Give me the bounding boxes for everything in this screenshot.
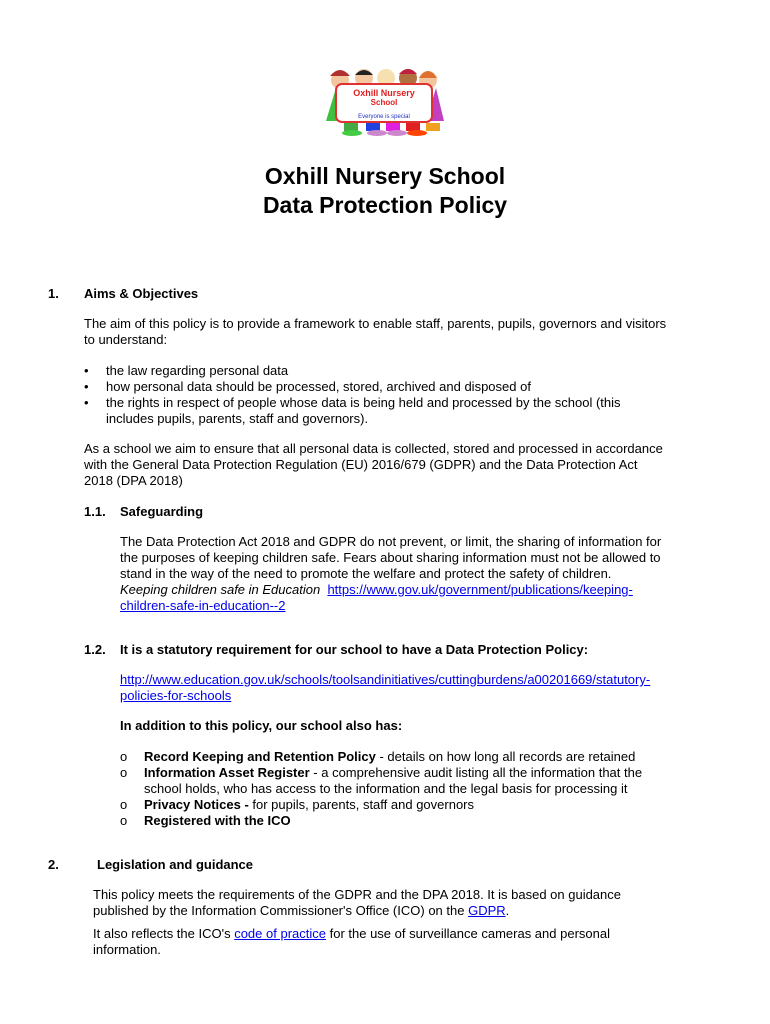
circle-bullet-icon: o bbox=[120, 765, 128, 780]
svg-text:Oxhill Nursery: Oxhill Nursery bbox=[353, 88, 415, 98]
section-1-1-heading: Safeguarding bbox=[120, 504, 204, 519]
list-item bbox=[120, 765, 643, 797]
school-logo bbox=[322, 66, 447, 136]
text-line: 2018 (DPA 2018) bbox=[84, 473, 183, 488]
list-item bbox=[120, 797, 642, 813]
bullet-icon: • bbox=[84, 395, 89, 410]
text-line: stand in the way of the need to promote the welfare and protect the safety of children. bbox=[120, 566, 612, 581]
circle-bullet-icon: o bbox=[120, 749, 128, 764]
text-line: The aim of this policy is to provide a framework to enable staff, parents, pupils, governors and visitors bbox=[84, 316, 667, 331]
bullet-icon: • bbox=[84, 379, 89, 394]
text-line: with the General Data Protection Regulation (EU) 2016/679 (GDPR) and the Data Protection Act bbox=[84, 457, 638, 472]
text-line: published by the Information Commissioner's Office (ICO) on the bbox=[93, 903, 469, 918]
item-title: Registered with the ICO bbox=[144, 813, 291, 828]
statutory-link-cont[interactable]: policies-for-schools bbox=[120, 688, 232, 703]
section-1-intro bbox=[84, 316, 666, 348]
section-1-number: 1. bbox=[48, 286, 59, 301]
text-line: the rights in respect of people whose data is being held and processed by the school (this bbox=[106, 395, 621, 410]
text-line: As a school we aim to ensure that all personal data is collected, stored and processed in accordance bbox=[84, 441, 663, 456]
list-item bbox=[84, 363, 621, 379]
title-line-1: Oxhill Nursery School bbox=[264, 163, 506, 189]
text-line: the law regarding personal data bbox=[106, 363, 289, 378]
list-item bbox=[120, 749, 642, 765]
statutory-policies-link[interactable] bbox=[120, 672, 650, 704]
text-line: information. bbox=[93, 942, 161, 957]
text-line: how personal data should be processed, stored, archived and disposed of bbox=[106, 379, 531, 394]
circle-bullet-icon: o bbox=[120, 813, 128, 828]
section-2-paragraph-2 bbox=[93, 926, 610, 958]
section-1-paragraph bbox=[84, 441, 663, 489]
item-text: for pupils, parents, staff and governors bbox=[248, 797, 475, 812]
kcsie-link[interactable]: https://www.gov.uk/government/publications/keeping- bbox=[327, 582, 633, 597]
item-text: - a comprehensive audit listing all the information that the bbox=[309, 765, 643, 780]
list-item bbox=[84, 379, 621, 395]
additional-policies-heading: In addition to this policy, our school also has: bbox=[120, 718, 403, 733]
circle-bullet-icon: o bbox=[120, 797, 128, 812]
section-1-2-number: 1.2. bbox=[84, 642, 106, 657]
text-line: It also reflects the ICO's bbox=[93, 926, 235, 941]
section-2-paragraph-1 bbox=[93, 887, 621, 919]
kcsie-reference: Keeping children safe in Education bbox=[120, 582, 321, 597]
svg-text:School: School bbox=[370, 98, 398, 107]
section-1-2-heading: It is a statutory requirement for our school to have a Data Protection Policy: bbox=[120, 642, 589, 657]
aims-bullet-list bbox=[84, 363, 621, 427]
text-line: to understand: bbox=[84, 332, 168, 347]
section-1-heading: Aims & Objectives bbox=[84, 286, 199, 301]
text-line: . bbox=[505, 903, 510, 918]
section-2-heading: Legislation and guidance bbox=[97, 857, 254, 872]
list-item bbox=[120, 813, 642, 829]
code-of-practice-link[interactable]: code of practice bbox=[234, 926, 326, 941]
additional-policies-list bbox=[120, 749, 643, 829]
svg-text:Everyone is special: Everyone is special bbox=[358, 114, 410, 120]
safeguarding-text bbox=[120, 534, 661, 614]
section-2-number: 2. bbox=[48, 857, 59, 872]
page-title bbox=[0, 162, 770, 220]
item-title: Privacy Notices - bbox=[144, 797, 249, 812]
statutory-link[interactable]: http://www.education.gov.uk/schools/toolsandinitiatives/cuttingburdens/a00201669/statutory- bbox=[120, 672, 651, 687]
gdpr-link[interactable]: GDPR bbox=[468, 903, 506, 918]
text-line: This policy meets the requirements of the GDPR and the DPA 2018. It is based on guidance bbox=[93, 887, 621, 902]
bullet-icon: • bbox=[84, 363, 89, 378]
item-title: Record Keeping and Retention Policy bbox=[144, 749, 376, 764]
text-line: for the use of surveillance cameras and personal bbox=[325, 926, 610, 941]
item-text: - details on how long all records are retained bbox=[375, 749, 636, 764]
item-text: school holds, who has access to the information and the legal basis for processing it bbox=[144, 781, 628, 796]
section-1-1-number: 1.1. bbox=[84, 504, 106, 519]
item-title: Information Asset Register bbox=[144, 765, 310, 780]
kcsie-link-cont[interactable]: children-safe-in-education--2 bbox=[120, 598, 286, 613]
text-line: includes pupils, parents, staff and governors). bbox=[106, 411, 369, 426]
text-line: the purposes of keeping children safe. Fears about sharing information must not be allowed to bbox=[120, 550, 661, 565]
title-line-2: Data Protection Policy bbox=[262, 192, 508, 218]
list-item bbox=[84, 395, 621, 427]
text-line: The Data Protection Act 2018 and GDPR do not prevent, or limit, the sharing of information for bbox=[120, 534, 662, 549]
